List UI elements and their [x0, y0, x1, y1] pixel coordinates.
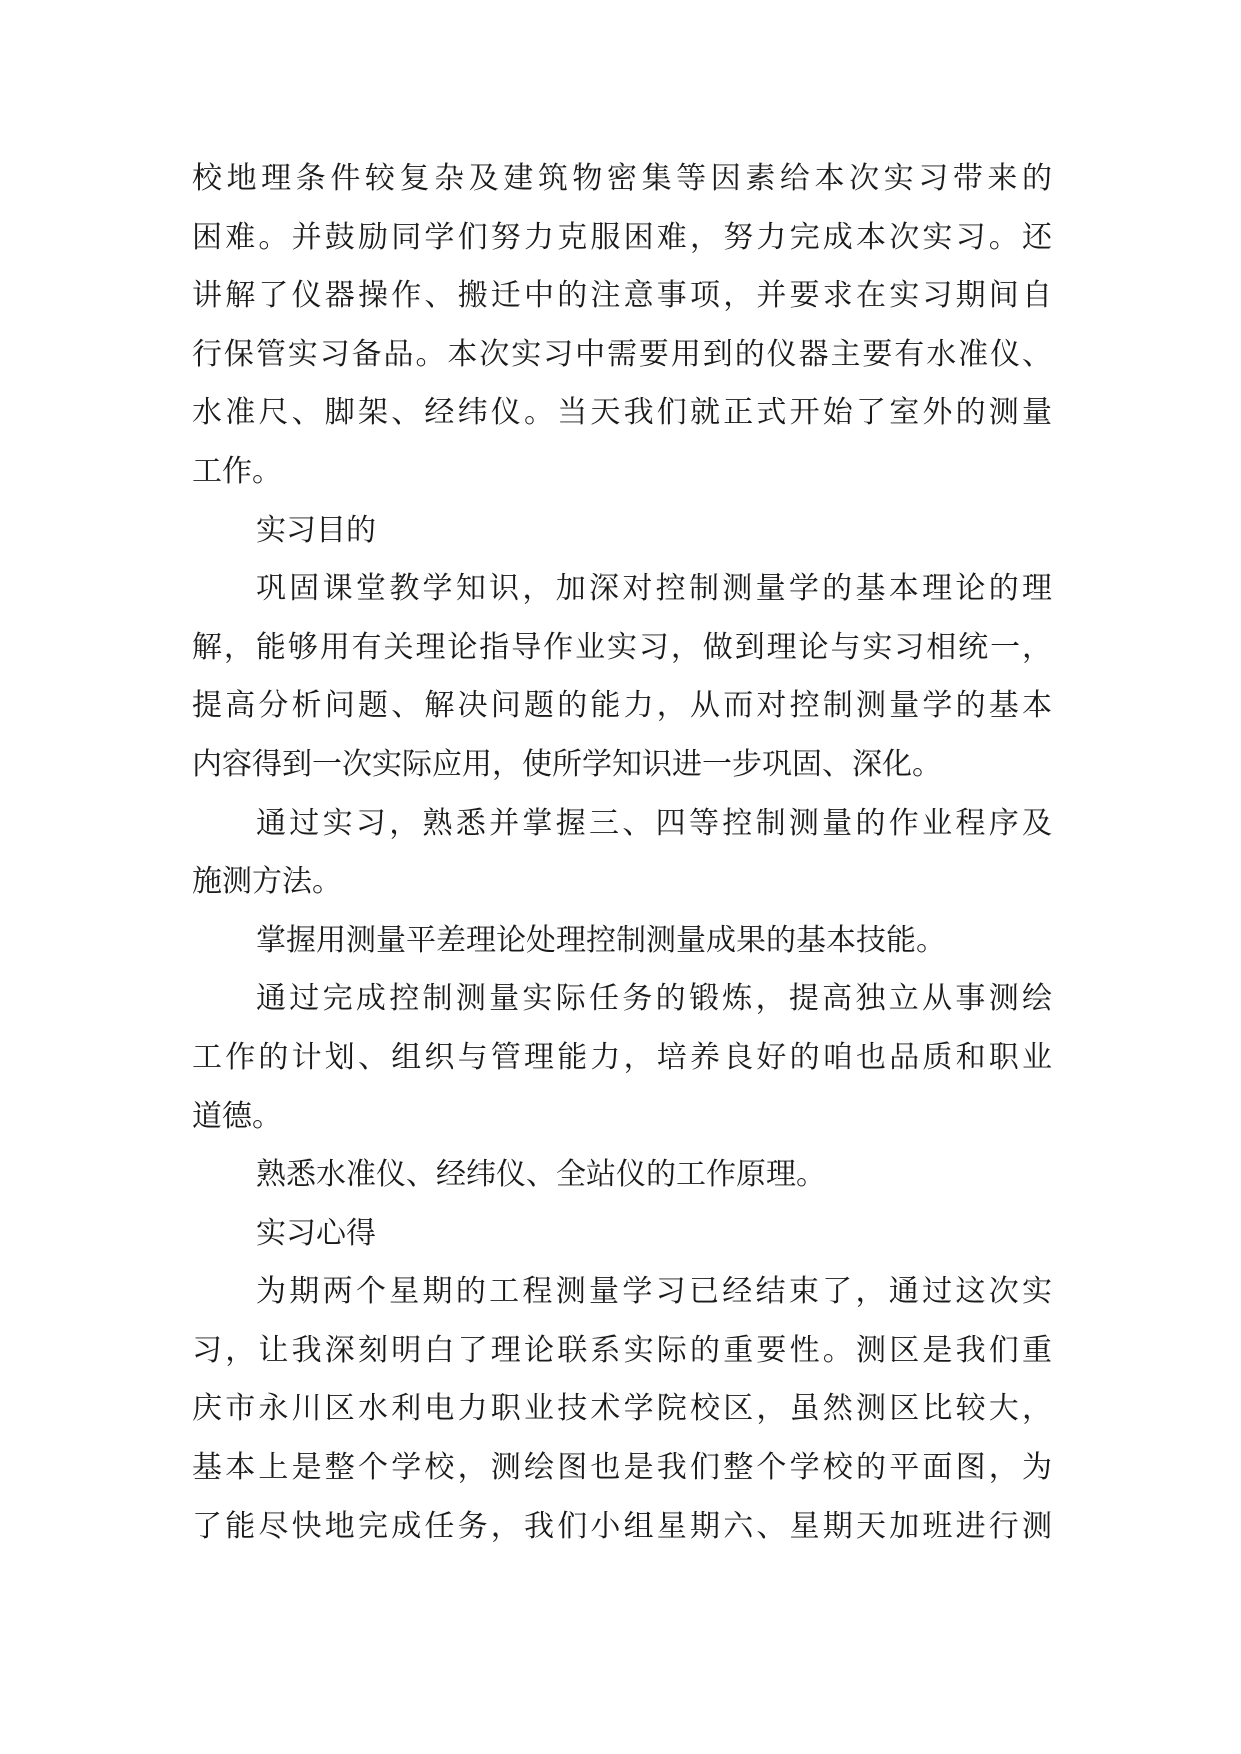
text-line: 工作。 [192, 453, 282, 489]
text-line: 困难。并鼓励同学们努力克服困难，努力完成本次实习。还 [192, 219, 1052, 255]
text-line: 熟悉水准仪、经纬仪、全站仪的工作原理。 [256, 1157, 826, 1193]
text-line: 内容得到一次实际应用，使所学知识进一步巩固、深化。 [192, 746, 942, 782]
text-line: 庆市永川区水利电力职业技术学院校区，虽然测区比较大， [192, 1391, 1052, 1427]
section-heading-reflection: 实习心得 [256, 1215, 376, 1251]
text-line: 通过实习，熟悉并掌握三、四等控制测量的作业程序及 [256, 805, 1052, 841]
text-line: 了能尽快地完成任务，我们小组星期六、星期天加班进行测 [192, 1508, 1052, 1544]
text-line: 施测方法。 [192, 864, 342, 900]
text-line: 工作的计划、组织与管理能力，培养良好的咱也品质和职业 [192, 1039, 1052, 1075]
text-line: 习，让我深刻明白了理论联系实际的重要性。测区是我们重 [192, 1332, 1052, 1368]
text-line: 掌握用测量平差理论处理控制测量成果的基本技能。 [256, 922, 946, 958]
text-line: 道德。 [192, 1098, 282, 1134]
text-line: 巩固课堂教学知识，加深对控制测量学的基本理论的理 [256, 571, 1052, 607]
text-line: 为期两个星期的工程测量学习已经结束了，通过这次实 [256, 1274, 1052, 1310]
text-line: 解，能够用有关理论指导作业实习，做到理论与实习相统一， [192, 629, 1052, 665]
text-line: 水准尺、脚架、经纬仪。当天我们就正式开始了室外的测量 [192, 395, 1052, 431]
section-heading-purpose: 实习目的 [256, 512, 376, 548]
document-page [192, 150, 1052, 1556]
text-line: 讲解了仪器操作、搬迁中的注意事项，并要求在实习期间自 [192, 278, 1052, 314]
text-line: 校地理条件较复杂及建筑物密集等因素给本次实习带来的 [192, 161, 1052, 196]
text-line: 提高分析问题、解决问题的能力，从而对控制测量学的基本 [192, 688, 1052, 724]
text-line: 基本上是整个学校，测绘图也是我们整个学校的平面图，为 [192, 1450, 1052, 1486]
text-line: 行保管实习备品。本次实习中需要用到的仪器主要有水准仪、 [192, 336, 1052, 372]
text-line: 通过完成控制测量实际任务的锻炼，提高独立从事测绘 [256, 981, 1052, 1017]
